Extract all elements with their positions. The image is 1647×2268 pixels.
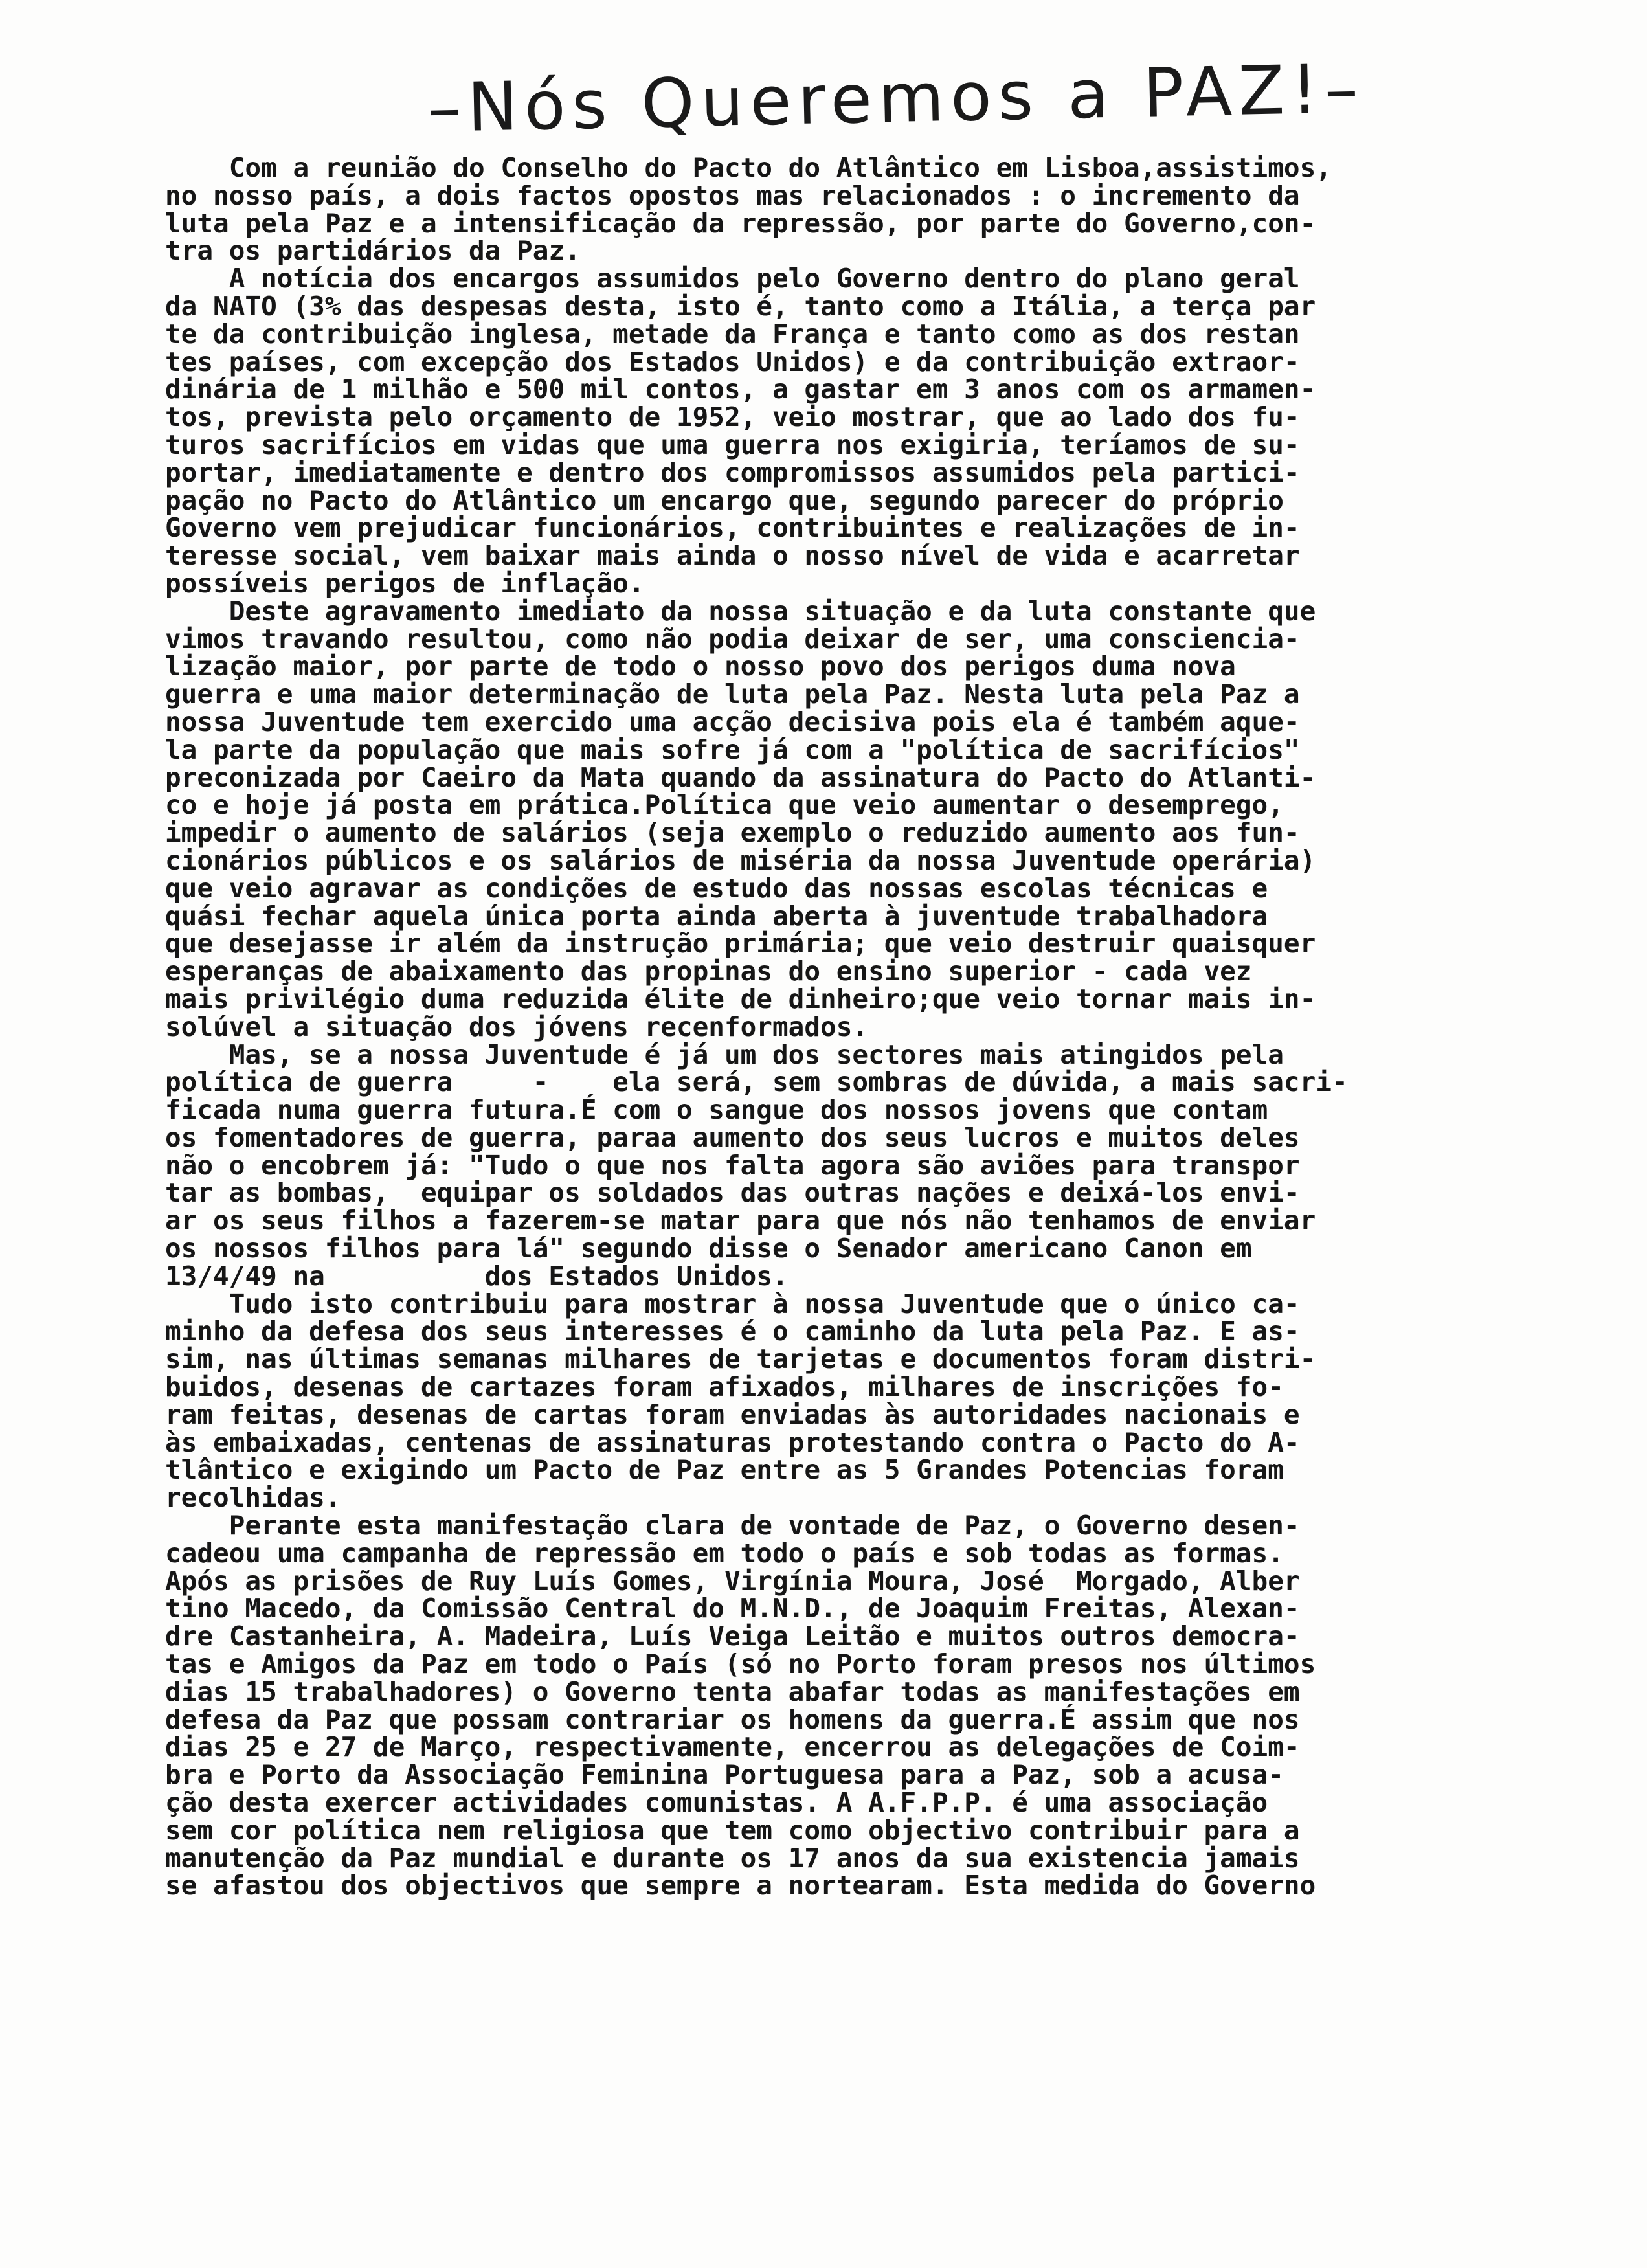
text-line: no nosso país, a dois factos opostos mas relacionados : o incremento da xyxy=(165,179,1300,211)
text-line: cionários públicos e os salários de miséria da nossa Juventude operária) xyxy=(165,844,1316,876)
text-line: guerra e uma maior determinação de luta pela Paz. Nesta luta pela Paz a xyxy=(165,679,1300,710)
text-line: preconizada por Caeiro da Mata quando da assinatura do Pacto do Atlanti- xyxy=(165,761,1316,793)
text-line: da NATO (3% das despesas desta, isto é, tanto como a Itália, a terça par xyxy=(165,290,1316,322)
text-line: Tudo isto contribuiu para mostrar à nossa Juventude que o único ca- xyxy=(165,1288,1300,1319)
text-line: Deste agravamento imediato da nossa situação e da luta constante que xyxy=(165,595,1316,627)
text-line: tas e Amigos da Paz em todo o País (só no Porto foram presos nos últimos xyxy=(165,1648,1316,1680)
text-line: dias 15 trabalhadores) o Governo tenta abafar todas as manifestações em xyxy=(165,1676,1300,1707)
text-line: cadeou uma campanha de repressão em todo o país e sob todas as formas. xyxy=(165,1537,1284,1569)
text-line: solúvel a situação dos jóvens recenformados. xyxy=(165,1011,869,1042)
text-line: os nossos filhos para lá" segundo disse o Senador americano Canon em xyxy=(165,1233,1252,1264)
text-line: ção desta exercer actividades comunistas. A A.F.P.P. é uma associação xyxy=(165,1787,1268,1819)
text-line: tra os partidários da Paz. xyxy=(165,235,581,267)
text-line: possíveis perigos de inflação. xyxy=(165,567,645,599)
text-line: bra e Porto da Associação Feminina Portuguesa para a Paz, sob a acusa- xyxy=(165,1759,1284,1791)
text-line: tar as bombas, equipar os soldados das outras nações e deixá-los envi- xyxy=(165,1177,1300,1209)
text-line: turos sacrifícios em vidas que uma guerra nos exigiria, teríamos de su- xyxy=(165,429,1300,460)
text-line: ram feitas, desenas de cartas foram enviadas às autoridades nacionais e xyxy=(165,1398,1300,1430)
text-line: Após as prisões de Ruy Luís Gomes, Virgínia Moura, José Morgado, Alber xyxy=(165,1565,1300,1597)
text-line: tino Macedo, da Comissão Central do M.N.D., de Joaquim Freitas, Alexan- xyxy=(165,1593,1300,1624)
text-line: minho da defesa dos seus interesses é o caminho da luta pela Paz. E as- xyxy=(165,1316,1300,1347)
text-line: não o encobrem já: "Tudo o que nos falta agora são aviões para transpor xyxy=(165,1149,1300,1181)
text-line: Com a reunião do Conselho do Pacto do Atlântico em Lisboa,assistimos, xyxy=(165,152,1332,183)
text-line: te da contribuição inglesa, metade da França e tanto como as dos restan xyxy=(165,318,1300,350)
text-line: pação no Pacto do Atlântico um encargo que, segundo parecer do próprio xyxy=(165,484,1284,516)
text-line: buidos, desenas de cartazes foram afixados, milhares de inscrições fo- xyxy=(165,1371,1284,1403)
text-line: Governo vem prejudicar funcionários, contribuintes e realizações de in- xyxy=(165,512,1300,544)
text-line: os fomentadores de guerra, paraa aumento dos seus lucros e muitos deles xyxy=(165,1121,1300,1153)
text-line: que desejasse ir além da instrução primária; que veio destruir quaisquer xyxy=(165,928,1316,960)
text-line: A notícia dos encargos assumidos pelo Governo dentro do plano geral xyxy=(165,263,1300,295)
text-line: tes países, com excepção dos Estados Unidos) e da contribuição extraor- xyxy=(165,346,1300,377)
text-line: portar, imediatamente e dentro dos compromissos assumidos pela partici- xyxy=(165,456,1300,488)
document-body xyxy=(165,154,1544,1900)
text-line: tos, prevista pelo orçamento de 1952, veio mostrar, que ao lado dos fu- xyxy=(165,401,1300,433)
text-line: teresse social, vem baixar mais ainda o nosso nível de vida e acarretar xyxy=(165,540,1300,572)
text-line: 13/4/49 na dos Estados Unidos. xyxy=(165,1260,789,1292)
text-line: sem cor política nem religiosa que tem como objectivo contribuir para a xyxy=(165,1814,1300,1846)
text-line: co e hoje já posta em prática.Política que veio aumentar o desemprego, xyxy=(165,789,1284,821)
text-line: nossa Juventude tem exercido uma acção decisiva pois ela é também aque- xyxy=(165,706,1300,737)
page-edge xyxy=(1606,2214,1608,2216)
text-line: Mas, se a nossa Juventude é já um dos sectores mais atingidos pela xyxy=(165,1039,1284,1070)
document-title: –Nós Queremos a PAZ!– xyxy=(426,49,1365,148)
text-line: esperanças de abaixamento das propinas do ensino superior - cada vez xyxy=(165,956,1252,987)
text-line: la parte da população que mais sofre já com a "política de sacrifícios" xyxy=(165,734,1300,765)
text-line: às embaixadas, centenas de assinaturas protestando contra o Pacto do A- xyxy=(165,1426,1300,1458)
text-line: ficada numa guerra futura.É com o sangue dos nossos jovens que contam xyxy=(165,1094,1268,1126)
text-line: se afastou dos objectivos que sempre a nortearam. Esta medida do Governo xyxy=(165,1870,1316,1902)
text-line: ar os seus filhos a fazerem-se matar para que nós não tenhamos de enviar xyxy=(165,1205,1316,1237)
text-line: recolhidas. xyxy=(165,1482,341,1514)
text-line: sim, nas últimas semanas milhares de tarjetas e documentos foram distri- xyxy=(165,1343,1316,1375)
text-line: vimos travando resultou, como não podia deixar de ser, uma consciencia- xyxy=(165,623,1300,655)
text-line: mais privilégio duma reduzida élite de dinheiro;que veio tornar mais in- xyxy=(165,983,1316,1015)
text-line: defesa da Paz que possam contrariar os homens da guerra.É assim que nos xyxy=(165,1703,1300,1735)
text-line: dre Castanheira, A. Madeira, Luís Veiga Leitão e muitos outros democra- xyxy=(165,1621,1300,1652)
text-line: impedir o aumento de salários (seja exemplo o reduzido aumento aos fun- xyxy=(165,817,1300,849)
text-line: que veio agravar as condições de estudo das nossas escolas técnicas e xyxy=(165,872,1268,904)
text-line: política de guerra - ela será, sem sombras de dúvida, a mais sacri- xyxy=(165,1066,1348,1098)
text-line: dias 25 e 27 de Março, respectivamente, encerrou as delegações de Coim- xyxy=(165,1731,1300,1763)
text-line: dinária de 1 milhão e 500 mil contos, a gastar em 3 anos com os armamen- xyxy=(165,374,1316,405)
text-line: quási fechar aquela única porta ainda aberta à juventude trabalhadora xyxy=(165,900,1268,932)
text-line: manutenção da Paz mundial e durante os 17 anos da sua existencia jamais xyxy=(165,1842,1300,1874)
text-line: tlântico e exigindo um Pacto de Paz entre as 5 Grandes Potencias foram xyxy=(165,1454,1284,1486)
text-line: luta pela Paz e a intensificação da repressão, por parte do Governo,con- xyxy=(165,207,1316,239)
text-line: lização maior, por parte de todo o nosso povo dos perigos duma nova xyxy=(165,651,1236,682)
text-line: Perante esta manifestação clara de vontade de Paz, o Governo desen- xyxy=(165,1510,1300,1542)
